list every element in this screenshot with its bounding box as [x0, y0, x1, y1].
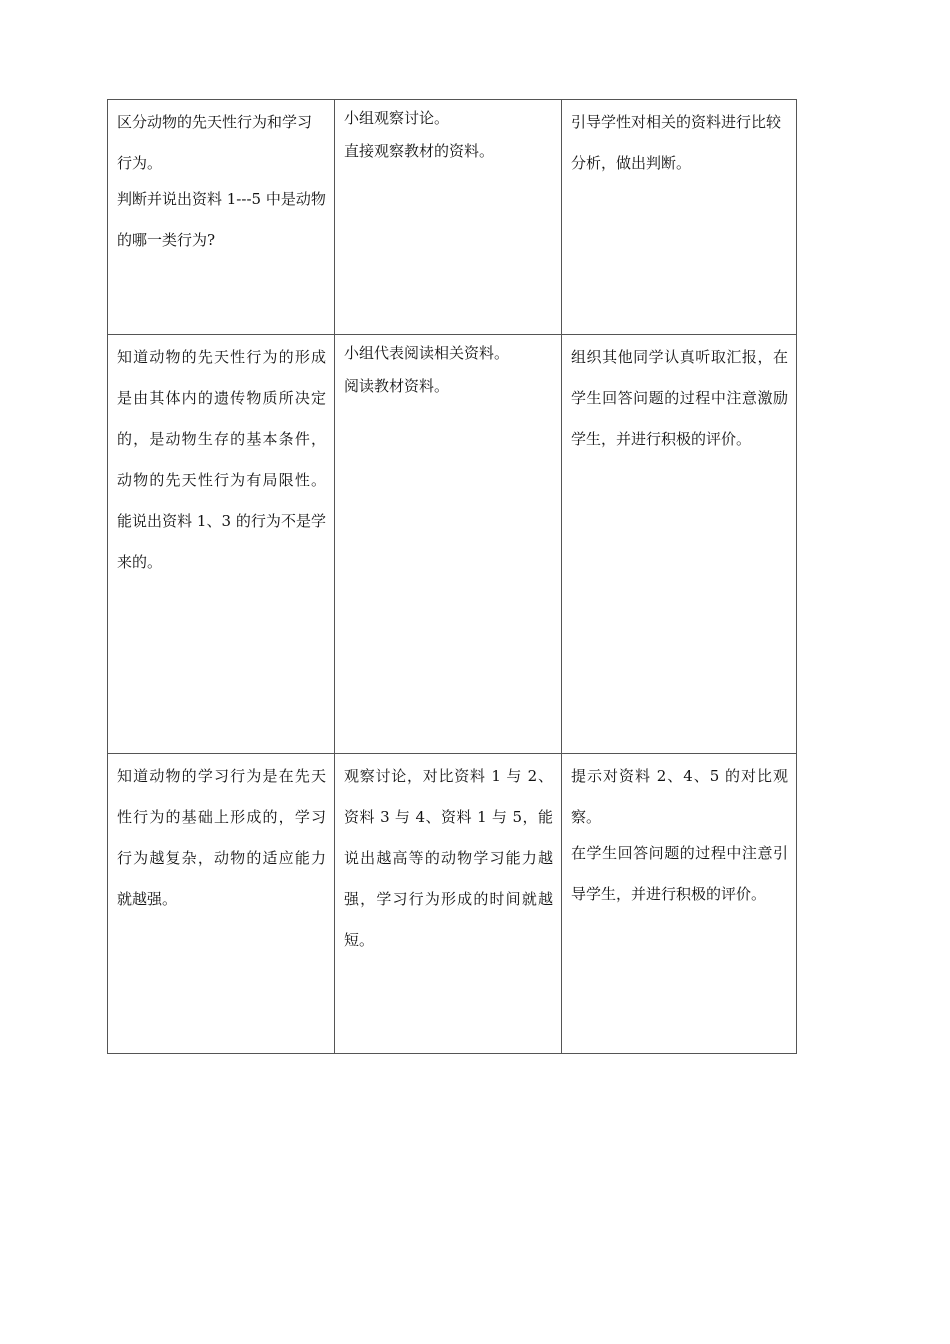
lesson-plan-table	[107, 99, 797, 1054]
cell-paragraph: 知道动物的先天性行为的形成是由其体内的遗传物质所决定的，是动物生存的基本条件，动物的先天性行为有局限性。能说出资料 1、3 的行为不是学来的。	[117, 348, 326, 571]
cell-paragraph: 在学生回答问题的过程中注意引导学生，并进行积极的评价。	[571, 844, 788, 903]
objective-cell	[108, 754, 335, 1054]
cell-paragraph: 组织其他同学认真听取汇报，在学生回答问题的过程中注意激励学生，并进行积极的评价。	[571, 348, 788, 448]
student-activity-cell	[335, 335, 562, 754]
teacher-activity-cell	[562, 100, 797, 335]
cell-paragraph: 知道动物的学习行为是在先天性行为的基础上形成的，学习行为越复杂，动物的适应能力就越强。	[117, 767, 326, 908]
table-row	[108, 335, 797, 754]
cell-paragraph: 区分动物的先天性行为和学习行为。	[117, 113, 313, 172]
cell-paragraph: 小组观察讨论。	[344, 109, 450, 127]
table-row	[108, 754, 797, 1054]
student-activity-cell	[335, 754, 562, 1054]
table-row	[108, 100, 797, 335]
objective-cell	[108, 100, 335, 335]
cell-paragraph: 观察讨论，对比资料 1 与 2、资料 3 与 4、资料 1 与 5，能说出越高等的动物学习能力越强，学习行为形成的时间就越短。	[344, 767, 553, 949]
objective-cell	[108, 335, 335, 754]
cell-paragraph: 小组代表阅读相关资料。	[344, 344, 510, 362]
cell-paragraph: 引导学性对相关的资料进行比较分析，做出判断。	[571, 113, 782, 172]
teacher-activity-cell	[562, 335, 797, 754]
cell-paragraph: 提示对资料 2、4、5 的对比观察。	[571, 767, 788, 826]
cell-paragraph: 直接观察教材的资料。	[344, 142, 495, 160]
student-activity-cell	[335, 100, 562, 335]
cell-paragraph: 阅读教材资料。	[344, 377, 450, 395]
cell-paragraph: 判断并说出资料 1---5 中是动物的哪一类行为?	[117, 190, 326, 249]
teacher-activity-cell	[562, 754, 797, 1054]
